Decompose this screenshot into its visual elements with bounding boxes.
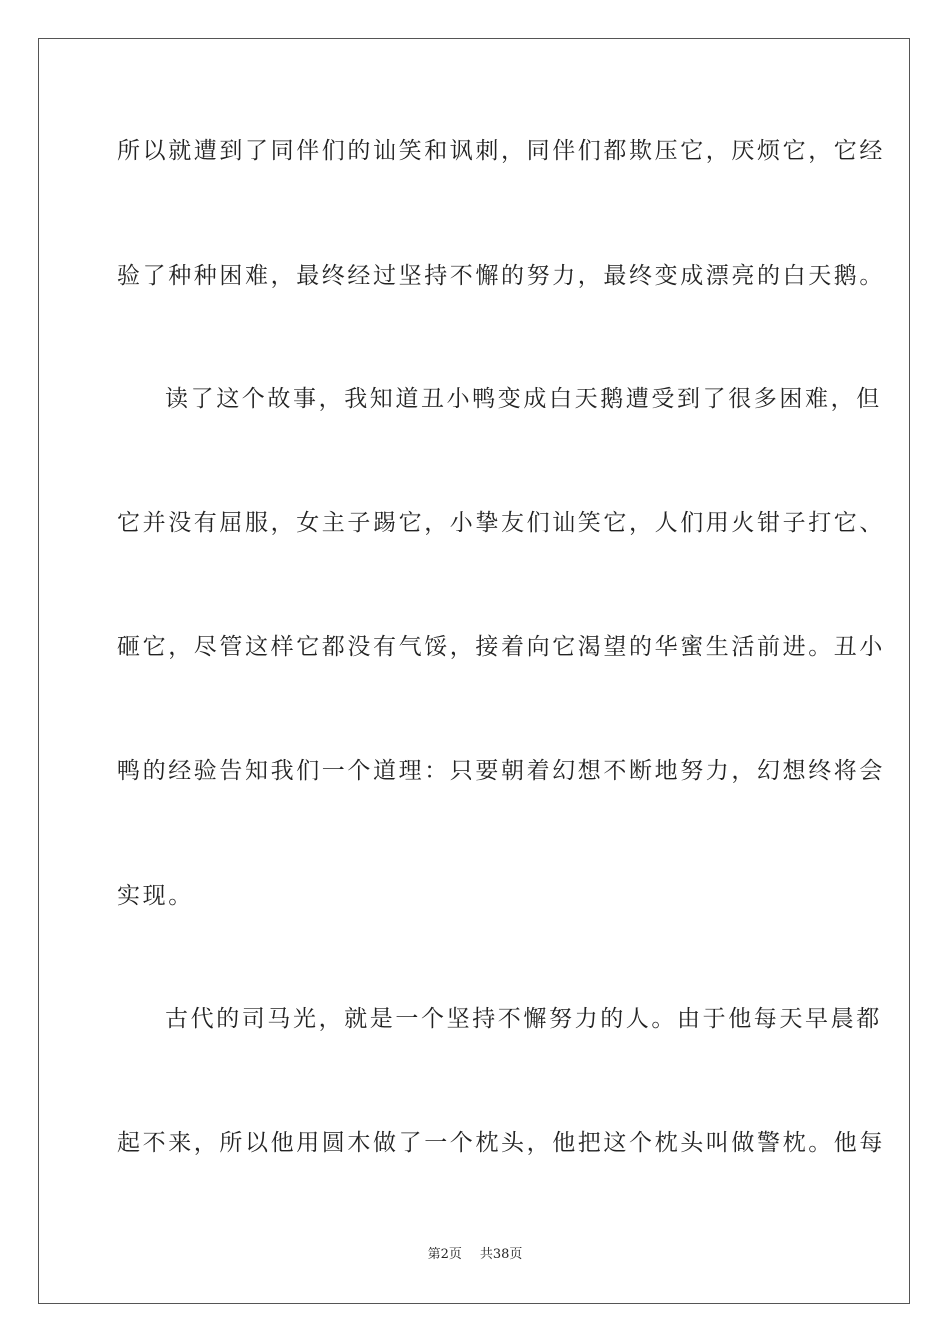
total-pages: 共38页 [479,1247,523,1262]
paragraph-line: 验了种种困难，最终经过坚持不懈的努力，最终变成漂亮的白天鹅。 [117,263,885,289]
paragraph-line: 所以就遭到了同伴们的讪笑和讽刺，同伴们都欺压它，厌烦它，它经 [117,138,885,164]
page-footer [0,1246,950,1264]
paragraph-line: 它并没有屈服，女主子踢它，小挚友们讪笑它，人们用火钳子打它、 [117,510,885,536]
page-border [38,38,910,1304]
paragraph-line: 古代的司马光，就是一个坚持不懈努力的人。由于他每天早晨都 [165,1006,882,1032]
paragraph-line: 砸它，尽管这样它都没有气馁，接着向它渴望的华蜜生活前进。丑小 [117,634,885,660]
paragraph-line: 起不来，所以他用圆木做了一个枕头，他把这个枕头叫做警枕。他每 [117,1130,885,1156]
paragraph-line: 鸭的经验告知我们一个道理：只要朝着幻想不断地努力，幻想终将会 [117,758,885,784]
paragraph-line: 实现。 [117,883,194,909]
page-number: 第2页 [427,1247,462,1262]
paragraph-line: 读了这个故事，我知道丑小鸭变成白天鹅遭受到了很多困难，但 [165,386,882,412]
